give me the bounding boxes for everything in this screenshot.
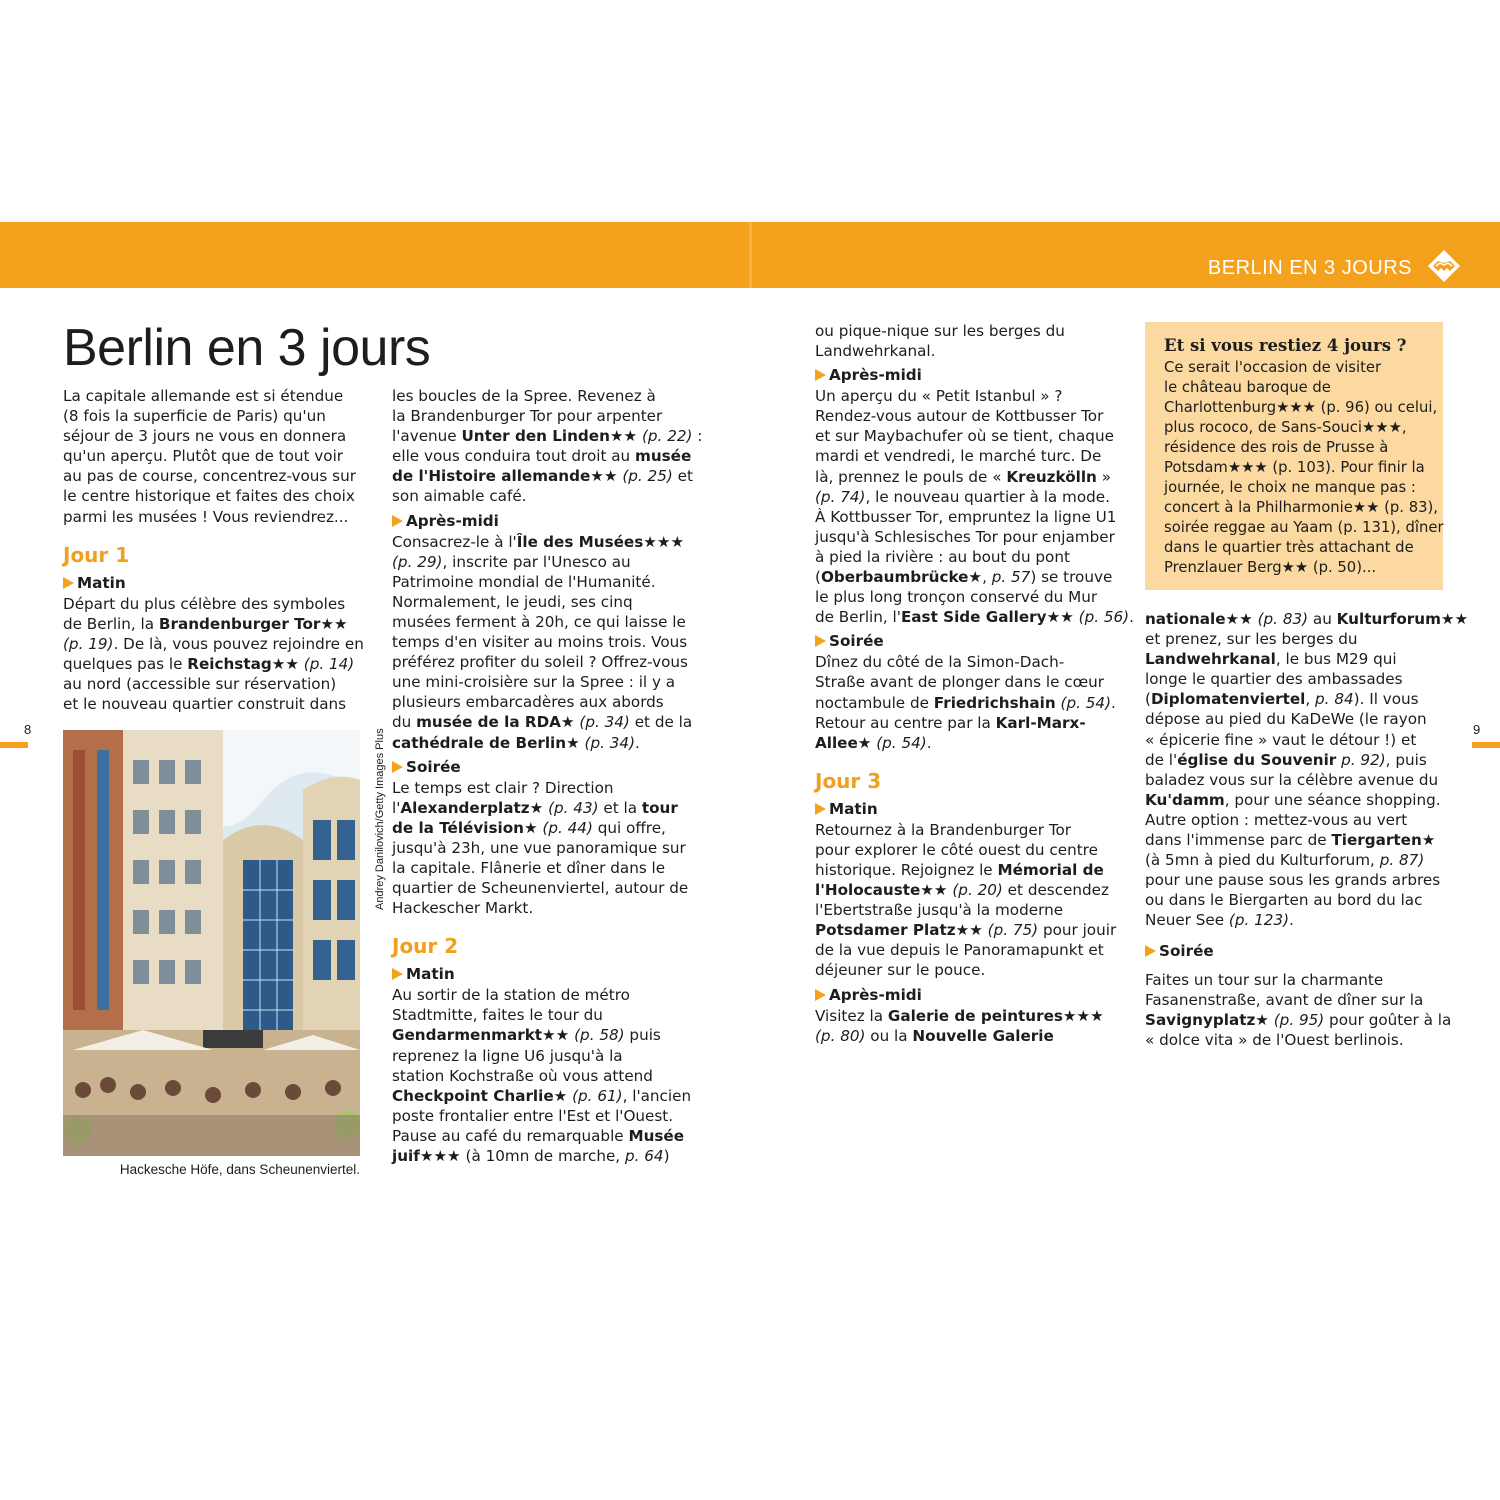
sidebar-line: soirée reggae au Yaam (p. 131), dîner <box>1164 519 1444 536</box>
sidebar-line: dans le quartier très attachant de <box>1164 539 1414 556</box>
soiree-heading: Soirée <box>406 757 461 776</box>
day-2-heading: Jour 2 <box>392 934 459 959</box>
page-marker-left <box>0 742 28 748</box>
sidebar-line: Prenzlauer Berg★★ (p. 50)... <box>1164 559 1377 576</box>
apres-midi-heading: Après-midi <box>829 985 922 1004</box>
sidebar-box <box>1145 322 1443 590</box>
photo-caption: Hackesche Höfe, dans Scheunenviertel. <box>119 1162 360 1177</box>
apres-midi-heading: Après-midi <box>829 366 922 385</box>
day-3-heading: Jour 3 <box>815 768 882 793</box>
triangle-icon <box>815 803 826 815</box>
triangle-icon <box>1145 945 1156 957</box>
page-number-right: 9 <box>1473 722 1481 737</box>
handshake-icon <box>1424 248 1464 286</box>
photo-credit: Andrey Danilovich/Getty Images Plus <box>374 728 386 910</box>
sidebar-line: Ce serait l'occasion de visiter <box>1164 359 1382 376</box>
sidebar-line: résidence des rois de Prusse à <box>1164 439 1389 456</box>
matin-heading: Matin <box>77 573 126 592</box>
triangle-icon <box>392 968 403 980</box>
day-1-heading: Jour 1 <box>63 542 130 567</box>
page-marker-right <box>1472 742 1500 748</box>
soiree-heading: Soirée <box>829 632 884 651</box>
column-2: les boucles de la Spree. Revenez à la Brandenburger Tor pour arpenter l'avenue Unter den Linden★★ (p. 22) : elle vous conduira tout droit au musée de l'Histoire allemande★★ (p. 25) et son aimable café. Après-midi Consacrez-le à l'Île des Musées★★★ (p. 29), inscrite par l'Unesco au Patrimoine mondial de l'Humanité. Normalement, le jeudi, ses cinq musées ferment à 20h, ce qui laisse le temps d'en visiter au moins trois. Vous préférez profiter du soleil ? Offrez-vous une mini-croisière sur la Spree : il y a plusieurs embarcadères aux abords du musée de la RDA★ (p. 34) et de la cathédrale de Berlin★ (p. 34). Soirée Le temps est clair ? Direction l'Alexanderplatz★ (p. 43) et la tour de la Télévision★ (p. 44) qui offre, jusqu'à 23h, une vue panoramique sur la capitale. Flânerie et dîner dans le quartier de Scheunenviertel, autour de Hackescher Markt. Jour 2 Matin Au sortir de la station de métro Stadtmitte, faites le tour du Gendarmenmarkt★★ (p. 58) puis reprenez la ligne U6 jusqu'à la station Kochstraße où vous attend Checkpoint Charlie★ (p. 61), l'ancien poste frontalier entre l'Est et l'Ouest. Pause au café du remarquable Musée juif★★★ (à 10mn de marche, p. 64) <box>392 387 703 1165</box>
triangle-icon <box>392 515 403 527</box>
triangle-icon <box>815 369 826 381</box>
triangle-icon <box>392 761 403 773</box>
sidebar-line: concert à la Philharmonie★★ (p. 83), <box>1164 499 1439 516</box>
sidebar-line: Charlottenburg★★★ (p. 96) ou celui, <box>1164 399 1438 416</box>
matin-heading: Matin <box>406 965 455 984</box>
sidebar-line: le château baroque de <box>1164 379 1331 396</box>
page-number-left: 8 <box>24 722 32 737</box>
section-title: BERLIN EN 3 JOURS <box>1207 257 1412 279</box>
column-4: nationale★★ (p. 83) au Kulturforum★★ et prenez, sur les berges du Landwehrkanal, le bus M29 qui longe le quartier des ambassades (Diplomatenviertel, p. 84). Il vous dépose au pied du KaDeWe (le rayon « épicerie fine » vaut le détour !) et de l'église du Souvenir p. 92), puis baladez vous sur la célèbre avenue du Ku'damm, pour une séance shopping. Autre option : mettez-vous au vert dans l'immense parc de Tiergarten★ (à 5mn à pied du Kulturforum, p. 87) pour une pause sous les grands arbres ou dans le Biergarten au bord du lac Neuer See (p. 123). Soirée Faites un tour sur la charmante Fasanenstraße, avant de dîner sur la Savignyplatz★ (p. 95) pour goûter à la « dolce vita » de l'Ouest berlinois. <box>1145 610 1469 1049</box>
apres-midi-heading: Après-midi <box>406 511 499 530</box>
sidebar-line: plus rococo, de Sans-Souci★★★, <box>1164 419 1407 436</box>
triangle-icon <box>815 635 826 647</box>
triangle-icon <box>815 989 826 1001</box>
page-fold <box>749 222 752 288</box>
hackesche-hofe-photo <box>63 730 360 1156</box>
soiree-heading: Soirée <box>1159 941 1214 960</box>
sidebar-line: journée, le choix ne manque pas : <box>1164 479 1416 496</box>
column-3: ou pique-nique sur les berges du Landwehrkanal. Après-midi Un aperçu du « Petit Istanbul » ? Rendez-vous autour de Kottbusser Tor et sur Maybachufer où se tient, chaque mardi et vendredi, le marché turc. De là, prennez le pouls de « Kreuzkölln » (p. 74), le nouveau quartier à la mode. À Kottbusser Tor, empruntez la ligne U1 jusqu'à Schlesisches Tor pour enjamber à pied la rivière : au bout du pont (Oberbaumbrücke★, p. 57) se trouve le plus long tronçon conservé du Mur de Berlin, l'East Side Gallery★★ (p. 56). Soirée Dînez du côté de la Simon-Dach- Straße avant de plonger dans le cœur noctambule de Friedrichshain (p. 54). Retour au centre par la Karl-Marx- Allee★ (p. 54). Jour 3 Matin Retournez à la Brandenburger Tor pour explorer le côté ouest du centre historique. Rejoignez le Mémorial de l'Holocauste★★ (p. 20) et descendez l'Ebertstraße jusqu'à la moderne Potsdamer Platz★★ (p. 75) pour jouir de la vue depuis le Panoramapunkt et déjeuner sur le pouce. Après-midi Visitez la Galerie de peintures★★★ (p. 80) ou la Nouvelle Galerie <box>815 322 1134 1045</box>
page-title: Berlin en 3 jours <box>63 319 431 377</box>
matin-heading: Matin <box>829 799 878 818</box>
sidebar-title: Et si vous restiez 4 jours ? <box>1164 336 1407 355</box>
column-1: La capitale allemande est si étendue (8 fois la superficie de Paris) qu'un séjour de 3 jours ne vous en donnera qu'un aperçu. Plutôt que de tout voir au pas de course, concentrez-vous sur le centre historique et faites des choix parmi les musées ! Vous reviendrez... Jour 1 Matin Départ du plus célèbre des symboles de Berlin, la Brandenburger Tor★★ (p. 19). De là, vous pouvez rejoindre en quelques pas le Reichstag★★ (p. 14) au nord (accessible sur réservation) et le nouveau quartier construit dans <box>63 387 364 714</box>
sidebar-line: Potsdam★★★ (p. 103). Pour finir la <box>1164 459 1425 476</box>
triangle-icon <box>63 577 74 589</box>
